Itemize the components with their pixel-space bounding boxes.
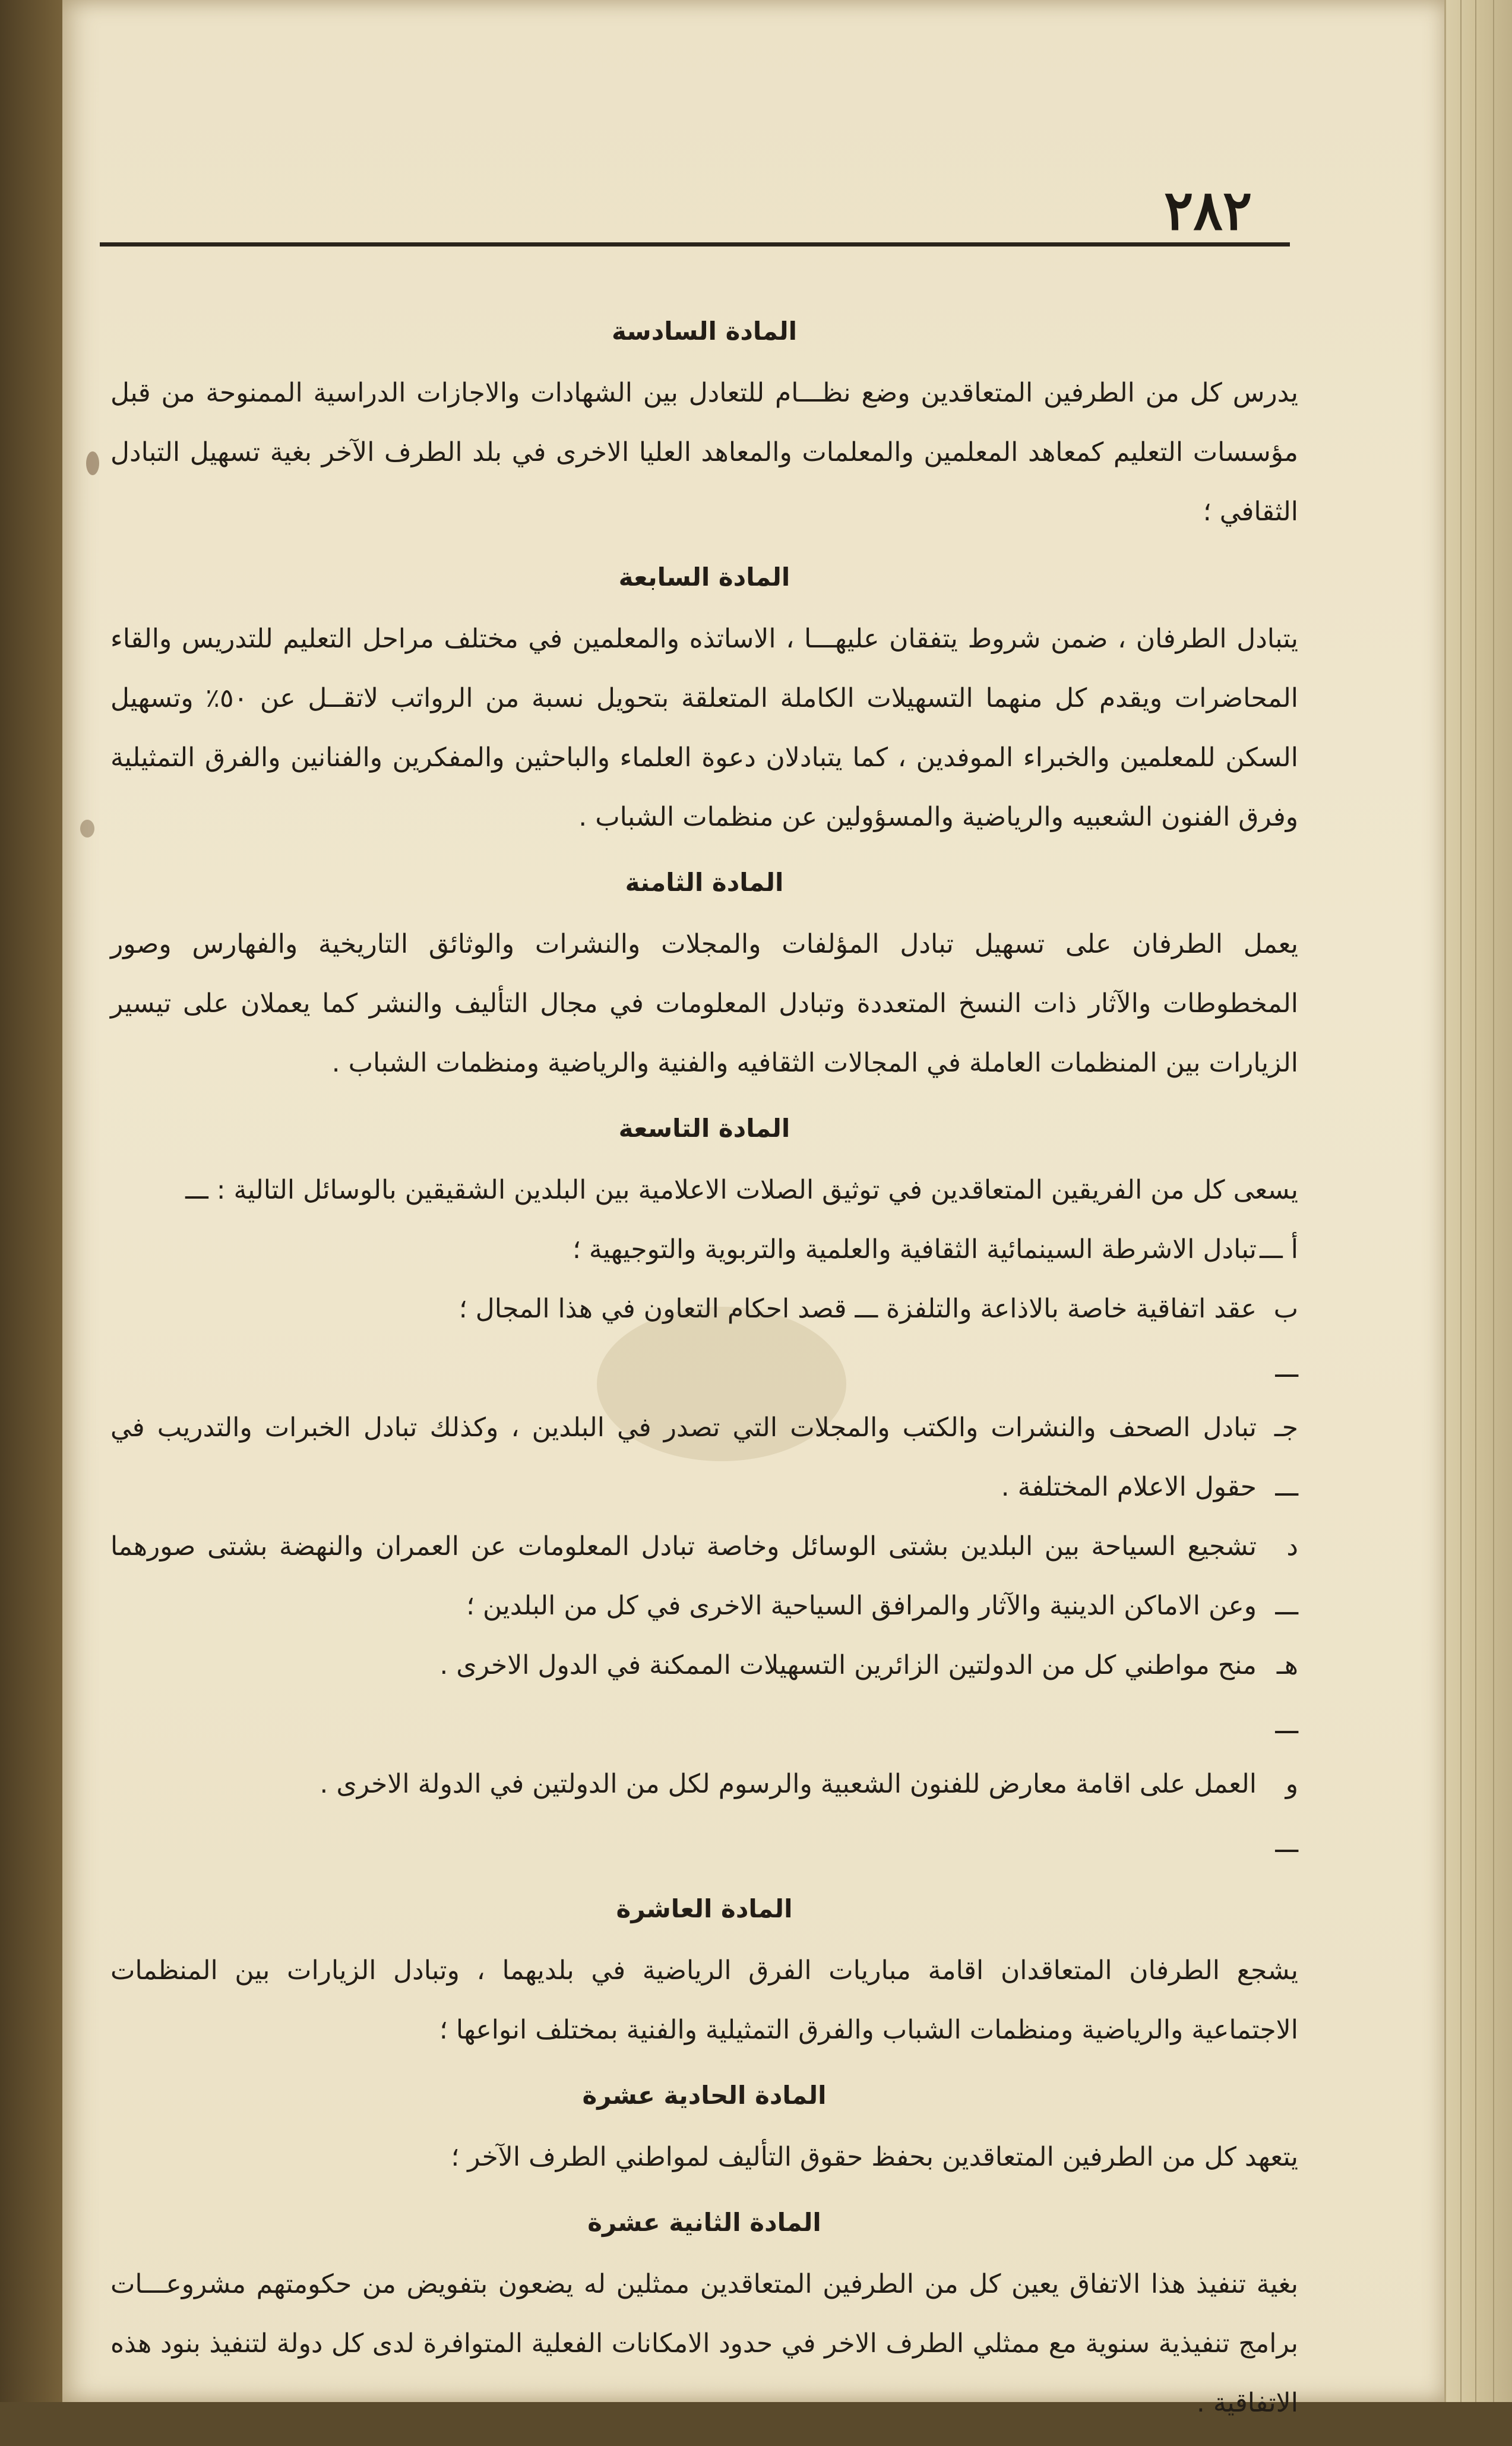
article-9 (110, 1106, 1298, 1873)
list-item-label: أ ـــ (1260, 1234, 1298, 1265)
article-heading: المادة العاشرة (616, 1894, 793, 1923)
article-paragraph: يشجع الطرفان المتعاقدان اقامة مباريات الفرق الرياضية في بلديهما ، وتبادل الزيارات بين المنظمات الاجتماعية والرياضية ومنظمات الشباب والفرق التمثيلية والفنية بمختلف انواعها ؛ (110, 1955, 1298, 2045)
list-item-label: د ـــ (1275, 1531, 1298, 1621)
list-item (110, 1636, 1298, 1755)
article-paragraph: يسعى كل من الفريقين المتعاقدين في توثيق الصلات الاعلامية بين البلدين الشقيقين بالوسائل التالية : ـــ (185, 1175, 1298, 1205)
article-6 (110, 309, 1298, 542)
page-edge-line (1493, 0, 1494, 2402)
article-heading: المادة الحادية عشرة (582, 2081, 827, 2110)
document-body (110, 297, 1298, 2446)
article-paragraph: يدرس كل من الطرفين المتعاقدين وضع نظـــام للتعادل بين الشهادات والاجازات الدراسية الممنوحة من قبل مؤسسات التعليم كمعاهد المعلمين والمعلمات والمعاهد العليا الاخرى في بلد الطرف الآخر بغية تسهيل التبادل الثقافي ؛ (110, 378, 1298, 527)
article-paragraph: يعمل الطرفان على تسهيل تبادل المؤلفات والمجلات والنشرات والوثائق التاريخية والفهارس وصور المخطوطات والآثار ذات النسخ المتعددة وتبادل المعلومات في مجال التأليف والنشر كما يعملان على تيسير الزيارات بين المنظمات العاملة في المجالات الثقافيه والفنية والرياضية ومنظمات الشباب . (110, 929, 1298, 1078)
list-item-text: تشجيع السياحة بين البلدين بشتى الوسائل وخاصة تبادل المعلومات عن العمران والنهضة بشتى صورهما وعن الاماكن الدينية والآثار والمرافق السياحية الاخرى في كل من البلدين ؛ (110, 1531, 1257, 1621)
page-edge (1444, 0, 1512, 2402)
list-item-label: جـ ـــ (1274, 1412, 1298, 1502)
list-item (110, 1517, 1298, 1636)
page-edge-line (1460, 0, 1462, 2402)
list-item-text: عقد اتفاقية خاصة بالاذاعة والتلفزة ـــ قصد احكام التعاون في هذا المجال ؛ (458, 1294, 1257, 1324)
article-heading: المادة الثامنة (625, 868, 784, 897)
article-heading: المادة السادسة (611, 317, 798, 346)
article-heading: المادة التاسعة (618, 1114, 790, 1143)
list-item (110, 1398, 1298, 1517)
list-item-label: هـ ـــ (1275, 1650, 1298, 1740)
article-11 (110, 2073, 1298, 2187)
article-paragraph: يتبادل الطرفان ، ضمن شروط يتفقان عليهـــا ، الاساتذه والمعلمين في مختلف مراحل التعليم للتدريس والقاء المحاضرات ويقدم كل منهما التسهيلات الكاملة المتعلقة بتحويل نسبة من الرواتب لاتقــل عن ٥٠٪ وتسهيل السكن للمعلمين والخبراء الموفدين ، كما يتبادلان دعوة العلماء والباحثين والمفكرين والفنانين والفرق التمثيلية وفرق الفنون الشعبيه والرياضية والمسؤولين عن منظمات الشباب . (110, 624, 1298, 832)
article-heading: المادة الثانية عشرة (587, 2208, 821, 2237)
list-item-text: العمل على اقامة معارض للفنون الشعبية والرسوم لكل من الدولتين في الدولة الاخرى . (320, 1769, 1257, 1799)
article-8 (110, 860, 1298, 1093)
list-item-label: و ـــ (1275, 1769, 1298, 1859)
article-12 (110, 2200, 1298, 2433)
page-edge-line (1475, 0, 1476, 2402)
list-item-text: تبادل الصحف والنشرات والكتب والمجلات التي تصدر في البلدين ، وكذلك تبادل الخبرات والتدريب في حقول الاعلام المختلفة . (110, 1412, 1257, 1502)
article-paragraph: بغية تنفيذ هذا الاتفاق يعين كل من الطرفين المتعاقدين ممثلين له يضعون بتفويض من حكومتهم مشروعـــات برامج تنفيذية سنوية مع ممثلي الطرف الاخر في حدود الامكانات الفعلية المتوافرة لدى كل دولة لتنفيذ بنود هذه الاتفاقية . (110, 2269, 1298, 2418)
page-number: ٢٨٢ (1164, 178, 1252, 242)
list-item (110, 1279, 1298, 1398)
header-rule (100, 242, 1290, 247)
list-item-text: منح مواطني كل من الدولتين الزائرين التسهيلات الممكنة في الدول الاخرى . (439, 1650, 1257, 1680)
article-10 (110, 1886, 1298, 2060)
paper-stain (86, 451, 99, 475)
list-item-label: ب ـــ (1273, 1294, 1298, 1383)
list-item (110, 1220, 1298, 1279)
article-heading: المادة السابعة (618, 562, 790, 592)
list-item (110, 1755, 1298, 1873)
list-item-text: تبادل الاشرطة السينمائية الثقافية والعلمية والتربوية والتوجيهية ؛ (572, 1234, 1257, 1265)
article-7 (110, 555, 1298, 847)
paper-stain (80, 820, 94, 838)
article-paragraph: يتعهد كل من الطرفين المتعاقدين بحفظ حقوق التأليف لمواطني الطرف الآخر ؛ (451, 2142, 1298, 2172)
